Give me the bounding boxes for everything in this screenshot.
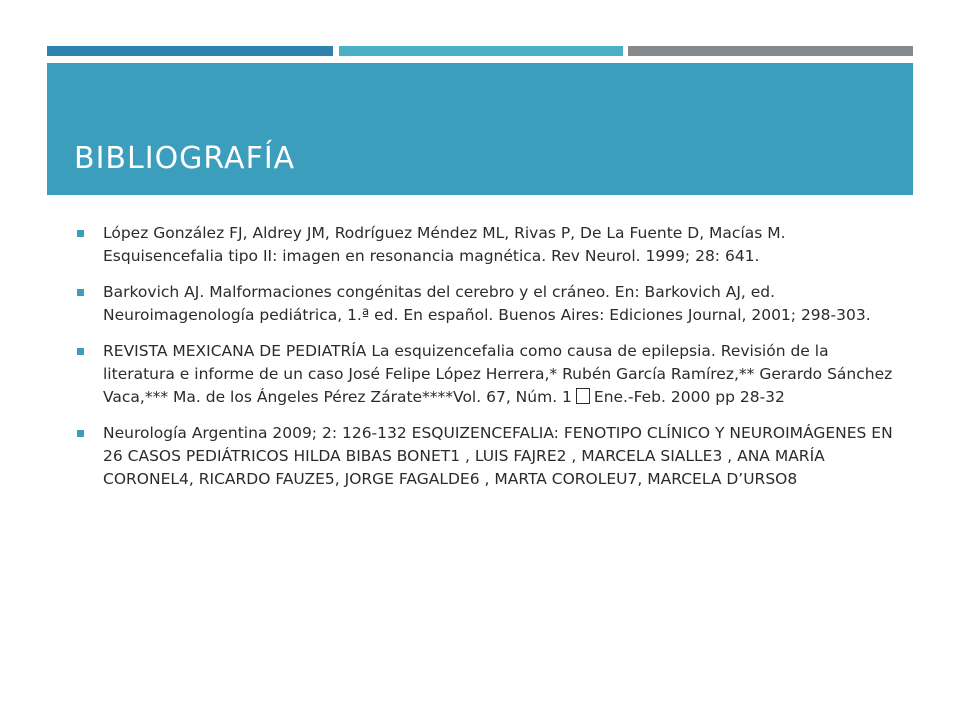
reference-text: Barkovich AJ. Malformaciones congénitas del cerebro y el cráneo. En: Barkovich AJ, ed. Neuroimagenología pediátrica, 1.ª ed. En español. Buenos Aires: Ediciones Journal, 2001; 298-303.: [103, 283, 871, 324]
title-band: [47, 63, 913, 195]
reference-item: [74, 422, 904, 491]
accent-bar-blue: [47, 46, 333, 56]
accent-bar-teal: [339, 46, 623, 56]
square-bullet-icon: [77, 230, 84, 237]
reference-list: [74, 222, 904, 504]
square-bullet-icon: [77, 289, 84, 296]
square-bullet-icon: [77, 430, 84, 437]
missing-glyph-box-icon: [576, 388, 590, 404]
reference-text: López González FJ, Aldrey JM, Rodríguez Méndez ML, Rivas P, De La Fuente D, Macías M. Esquisencefalia tipo II: imagen en resonancia magnética. Rev Neurol. 1999; 28: 641.: [103, 224, 786, 265]
reference-text: Neurología Argentina 2009; 2: 126-132 ESQUIZENCEFALIA: FENOTIPO CLÍNICO Y NEUROIMÁGENES EN 26 CASOS PEDIÁTRICOS HILDA BIBAS BONET1 , LUIS FAJRE2 , MARCELA SIALLE3 , ANA MARÍA CORONEL4, RICARDO FAUZE5, JORGE FAGALDE6 , MARTA COROLEU7, MARCELA D’URSO8: [103, 424, 893, 488]
reference-text-part: REVISTA MEXICANA DE PEDIATRÍA La esquizencefalia como causa de epilepsia. Revisión de la literatura e informe de un caso José Felipe López Herrera,* Rubén García Ramírez,** Gerardo Sánchez Vaca,*** Ma. de los Ángeles Pérez Zárate****Vol. 67, Núm. 1: [103, 342, 893, 406]
reference-text-part: Ene.-Feb. 2000 pp 28-32: [593, 388, 785, 406]
accent-bar-gray: [628, 46, 913, 56]
reference-item: [74, 222, 904, 268]
square-bullet-icon: [77, 348, 84, 355]
reference-text: [103, 340, 904, 409]
top-accent-bars: [47, 46, 913, 56]
slide-title: BIBLIOGRAFÍA: [74, 141, 296, 176]
reference-item: [74, 281, 904, 327]
reference-item: [74, 340, 904, 409]
